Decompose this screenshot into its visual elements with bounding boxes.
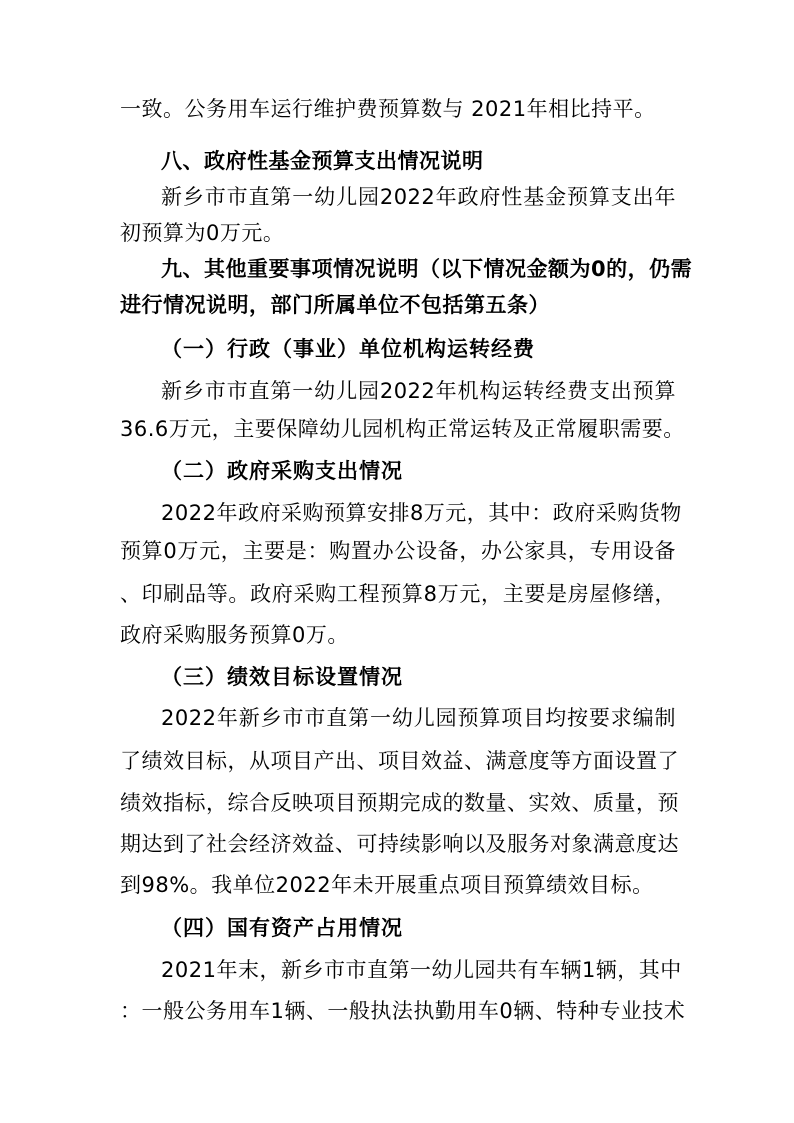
paragraph-line: 初预算为0万元。	[120, 221, 285, 245]
subsection-heading-4: （四）国有资产占用情况	[161, 916, 403, 940]
subsection-heading-2: （二）政府采购支出情况	[161, 459, 403, 483]
section-heading-8: 八、政府性基金预算支出情况说明	[161, 149, 484, 173]
paragraph-line: 新乡市市直第一幼儿园2022年政府性基金预算支出年	[161, 185, 676, 209]
paragraph-line: 2022年政府采购预算安排8万元，其中：政府采购货物	[161, 501, 682, 525]
paragraph-line: 到98%。我单位2022年未开展重点项目预算绩效目标。	[120, 873, 654, 897]
paragraph-line: ：一般公务用车1辆、一般执法执勤用车0辆、特种专业技术	[120, 999, 686, 1023]
subsection-heading-1: （一）行政（事业）单位机构运转经费	[161, 337, 535, 361]
paragraph-line: 预算0万元，主要是：购置办公设备，办公家具，专用设备	[120, 539, 676, 563]
paragraph-line: 36.6万元，主要保障幼儿园机构正常运转及正常履职需要。	[120, 417, 685, 441]
paragraph-line: 期达到了社会经济效益、可持续影响以及服务对象满意度达	[120, 832, 679, 856]
paragraph-line: 一致。公务用车运行维护费预算数与 2021年相比持平。	[120, 97, 656, 121]
section-heading-9-continued: 进行情况说明，部门所属单位不包括第五条）	[120, 293, 550, 317]
section-heading-9: 九、其他重要事项情况说明（以下情况金额为0的，仍需	[161, 257, 693, 281]
paragraph-line: 政府采购服务预算0万。	[120, 623, 349, 647]
paragraph-line: 2022年新乡市市直第一幼儿园预算项目均按要求编制	[161, 706, 676, 730]
subsection-heading-3: （三）绩效目标设置情况	[161, 665, 403, 689]
paragraph-line: 绩效指标，综合反映项目预期完成的数量、实效、质量，预	[120, 791, 679, 815]
paragraph-line: 新乡市市直第一幼儿园2022年机构运转经费支出预算	[161, 379, 676, 403]
paragraph-line: 、印刷品等。政府采购工程预算8万元，主要是房屋修缮，	[120, 582, 676, 606]
paragraph-line: 2021年末，新乡市市直第一幼儿园共有车辆1辆，其中	[161, 958, 682, 982]
paragraph-line: 了绩效目标，从项目产出、项目效益、满意度等方面设置了	[120, 749, 679, 773]
